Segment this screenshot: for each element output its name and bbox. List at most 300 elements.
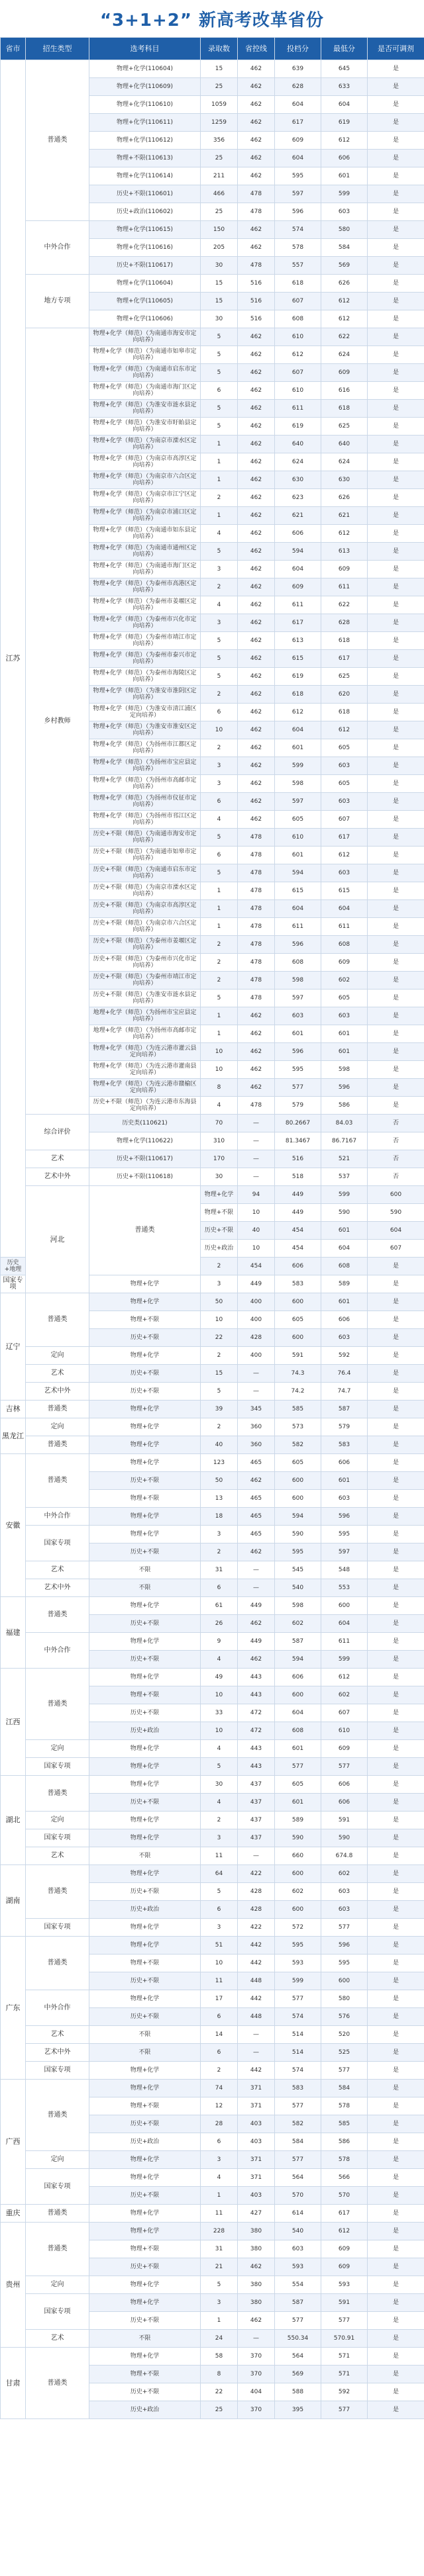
cell-subject: 历史+不限 bbox=[89, 2187, 201, 2205]
cell-adjustable: 是 bbox=[368, 739, 424, 757]
cell-subject: 物理+化学 bbox=[89, 1526, 201, 1543]
cell-adjustable: 否 bbox=[368, 1115, 424, 1132]
cell-control-line: 462 bbox=[238, 150, 275, 167]
cell-adjustable: 是 bbox=[368, 525, 424, 543]
cell-count: 5 bbox=[201, 1883, 238, 1901]
cell-control-line: 442 bbox=[238, 2062, 275, 2080]
cell-toudang: 602 bbox=[275, 1883, 321, 1901]
cell-count: 6 bbox=[201, 704, 238, 721]
cell-count: 3 bbox=[201, 614, 238, 632]
cell-control-line: 454 bbox=[238, 1258, 275, 1275]
cell-adjustable: 是 bbox=[368, 436, 424, 453]
cell-control-line: 462 bbox=[238, 221, 275, 239]
cell-min-score: 596 bbox=[321, 1079, 368, 1097]
cell-subject: 物理+化学（师范）（为泰州市姜堰区定向培养） bbox=[89, 596, 201, 614]
cell-adjustable: 是 bbox=[368, 596, 424, 614]
cell-count: 25 bbox=[201, 78, 238, 96]
cell-min-score: 595 bbox=[321, 1526, 368, 1543]
cell-adjustable: 是 bbox=[368, 2008, 424, 2026]
cell-count: 310 bbox=[201, 1132, 238, 1150]
header-count: 录取数 bbox=[201, 38, 238, 60]
cell-count: 6 bbox=[201, 793, 238, 811]
cell-subject: 物理+化学（师范）（为扬州市江都区定向培养） bbox=[89, 739, 201, 757]
cell-count: 211 bbox=[201, 167, 238, 185]
cell-adjustable: 是 bbox=[368, 1669, 424, 1686]
cell-adjustable: 是 bbox=[368, 561, 424, 578]
cell-control-line: 462 bbox=[238, 775, 275, 793]
cell-adjustable: 是 bbox=[368, 954, 424, 972]
cell-count: 6 bbox=[201, 2008, 238, 2026]
cell-adjustable: 是 bbox=[368, 471, 424, 489]
cell-subject: 物理+不限 bbox=[89, 1311, 201, 1329]
cell-control-line: 371 bbox=[238, 2080, 275, 2097]
cell-adjustable: 是 bbox=[368, 1740, 424, 1758]
cell-type: 艺术 bbox=[26, 1561, 89, 1579]
cell-adjustable: 是 bbox=[368, 507, 424, 525]
cell-subject: 历史+政治(110602) bbox=[89, 203, 201, 221]
cell-min-score: 580 bbox=[321, 221, 368, 239]
cell-control-line: 462 bbox=[238, 2312, 275, 2330]
cell-adjustable: 是 bbox=[368, 1436, 424, 1454]
cell-adjustable: 是 bbox=[368, 221, 424, 239]
cell-toudang: 577 bbox=[275, 1079, 321, 1097]
cell-count: 5 bbox=[201, 543, 238, 561]
cell-adjustable: 是 bbox=[368, 1329, 424, 1347]
cell-min-score: 591 bbox=[321, 1812, 368, 1829]
cell-adjustable: 是 bbox=[368, 793, 424, 811]
cell-control-line: 462 bbox=[238, 525, 275, 543]
cell-toudang: 606 bbox=[275, 1258, 321, 1275]
cell-control-line: 478 bbox=[238, 847, 275, 864]
cell-control-line: 478 bbox=[238, 203, 275, 221]
cell-type: 国家专项 bbox=[26, 2169, 89, 2205]
cell-adjustable: 是 bbox=[368, 2312, 424, 2330]
cell-control-line: 465 bbox=[238, 1454, 275, 1472]
cell-type: 普通类 bbox=[26, 1293, 89, 1347]
cell-subject: 物理+化学(110609) bbox=[89, 78, 201, 96]
cell-count: 1 bbox=[201, 1007, 238, 1025]
cell-control-line: 465 bbox=[238, 1490, 275, 1508]
cell-control-line: 448 bbox=[238, 1972, 275, 1990]
cell-min-score: 587 bbox=[321, 1401, 368, 1418]
cell-province: 广西 bbox=[1, 2080, 26, 2205]
cell-control-line: 462 bbox=[238, 328, 275, 346]
cell-adjustable: 是 bbox=[368, 310, 424, 328]
cell-control-line: 462 bbox=[238, 757, 275, 775]
cell-toudang: 74.2 bbox=[275, 1383, 321, 1401]
cell-min-score: 577 bbox=[321, 2312, 368, 2330]
table-row bbox=[1, 1508, 424, 1526]
table-row bbox=[1, 1758, 424, 1776]
cell-type: 乡村教师 bbox=[26, 328, 89, 1115]
cell-subject: 地理+化学（师范）（为扬州市高邮市定向培养） bbox=[89, 1025, 201, 1043]
cell-adjustable: 是 bbox=[368, 1651, 424, 1669]
cell-control-line: 462 bbox=[238, 650, 275, 668]
cell-adjustable: 是 bbox=[368, 2348, 424, 2366]
cell-subject: 物理+化学 bbox=[89, 1347, 201, 1365]
cell-min-score: 617 bbox=[321, 829, 368, 847]
cell-adjustable: 是 bbox=[368, 2401, 424, 2419]
table-row bbox=[1, 1186, 424, 1204]
cell-control-line: 437 bbox=[238, 1812, 275, 1829]
cell-adjustable: 是 bbox=[368, 185, 424, 203]
cell-type: 中外合作 bbox=[26, 1508, 89, 1526]
cell-toudang: 600 bbox=[275, 1472, 321, 1490]
cell-adjustable: 是 bbox=[368, 847, 424, 864]
cell-min-score: 604 bbox=[321, 96, 368, 114]
cell-min-score: 580 bbox=[321, 1990, 368, 2008]
cell-adjustable: 是 bbox=[368, 811, 424, 829]
cell-count: 2 bbox=[201, 578, 238, 596]
table-row bbox=[1, 2151, 424, 2169]
cell-control-line: 478 bbox=[238, 900, 275, 918]
cell-type: 定向 bbox=[26, 2151, 89, 2169]
cell-subject: 物理+化学 bbox=[201, 1186, 238, 1204]
table-row bbox=[1, 1812, 424, 1829]
cell-min-score: 584 bbox=[321, 239, 368, 257]
cell-subject: 历史+不限 bbox=[89, 1543, 201, 1561]
cell-min-score: 612 bbox=[321, 310, 368, 328]
cell-control-line: 380 bbox=[238, 2276, 275, 2294]
cell-subject: 物理+化学（师范）（为扬州市宝应县定向培养） bbox=[89, 757, 201, 775]
cell-toudang: 598 bbox=[275, 1597, 321, 1615]
cell-min-score: 609 bbox=[321, 2240, 368, 2258]
cell-count: 4 bbox=[201, 1794, 238, 1812]
cell-subject: 历史+不限 bbox=[89, 1383, 201, 1401]
cell-count: 4 bbox=[201, 811, 238, 829]
cell-count: 2 bbox=[201, 954, 238, 972]
cell-subject: 物理+化学(110606) bbox=[89, 310, 201, 328]
cell-count: 3 bbox=[201, 2294, 238, 2312]
cell-adjustable: 是 bbox=[368, 972, 424, 989]
cell-adjustable: 是 bbox=[368, 1829, 424, 1847]
cell-control-line: 462 bbox=[238, 436, 275, 453]
cell-min-score: 612 bbox=[321, 525, 368, 543]
cell-min-score: 604 bbox=[321, 900, 368, 918]
cell-count: 26 bbox=[201, 1615, 238, 1633]
cell-count: 70 bbox=[201, 1115, 238, 1132]
cell-min-score: 570.91 bbox=[321, 2330, 368, 2348]
cell-adjustable: 是 bbox=[368, 1472, 424, 1490]
cell-adjustable: 是 bbox=[368, 1937, 424, 1955]
cell-control-line: 465 bbox=[238, 1526, 275, 1543]
cell-min-score: 622 bbox=[321, 596, 368, 614]
cell-subject: 物理+化学 bbox=[89, 1508, 201, 1526]
cell-type: 艺术 bbox=[26, 2026, 89, 2044]
cell-subject: 物理+化学（师范）（为南通市海安市定向培养） bbox=[89, 328, 201, 346]
cell-type: 国家专项 bbox=[26, 2294, 89, 2330]
cell-control-line: 449 bbox=[275, 1204, 321, 1222]
cell-count: 2 bbox=[201, 1347, 238, 1365]
cell-subject: 物理+化学 bbox=[89, 2223, 201, 2240]
cell-min-score: 577 bbox=[321, 1758, 368, 1776]
cell-adjustable: 是 bbox=[368, 167, 424, 185]
cell-count: 5 bbox=[201, 1758, 238, 1776]
cell-count: 61 bbox=[201, 1597, 238, 1615]
cell-subject: 物理+化学 bbox=[89, 1758, 201, 1776]
cell-control-line: 437 bbox=[238, 1794, 275, 1812]
cell-adjustable: 是 bbox=[368, 1543, 424, 1561]
cell-count: 11 bbox=[201, 2205, 238, 2223]
cell-control-line: 478 bbox=[238, 882, 275, 900]
cell-count: 6 bbox=[201, 382, 238, 400]
cell-control-line: — bbox=[238, 1365, 275, 1383]
cell-min-score: 553 bbox=[321, 1579, 368, 1597]
cell-subject: 历史+不限（师范）（为南通市如皋市定向培养） bbox=[89, 847, 201, 864]
cell-count: 3 bbox=[201, 1526, 238, 1543]
cell-type: 艺术 bbox=[26, 1150, 89, 1168]
cell-subject: 物理+化学（师范）（为淮安市淮阴区定向培养） bbox=[89, 686, 201, 704]
table-row bbox=[1, 2044, 424, 2062]
cell-min-score: 674.8 bbox=[321, 1847, 368, 1865]
cell-toudang: 514 bbox=[275, 2044, 321, 2062]
cell-adjustable: 是 bbox=[368, 1311, 424, 1329]
cell-min-score: 577 bbox=[321, 1919, 368, 1937]
cell-subject: 历史+不限 bbox=[89, 2383, 201, 2401]
cell-type: 地方专项 bbox=[26, 275, 89, 328]
cell-control-line: 462 bbox=[238, 364, 275, 382]
cell-type: 定向 bbox=[26, 1418, 89, 1436]
cell-count: 356 bbox=[201, 132, 238, 150]
cell-control-line: — bbox=[238, 1150, 275, 1168]
cell-min-score: 603 bbox=[321, 1490, 368, 1508]
cell-toudang: 601 bbox=[275, 739, 321, 757]
cell-subject: 物理+化学 bbox=[89, 2276, 201, 2294]
cell-adjustable: 是 bbox=[368, 418, 424, 436]
cell-count: 4 bbox=[201, 2169, 238, 2187]
cell-adjustable: 是 bbox=[368, 1972, 424, 1990]
cell-count: 74 bbox=[201, 2080, 238, 2097]
cell-control-line: 478 bbox=[238, 1097, 275, 1115]
cell-adjustable: 是 bbox=[368, 721, 424, 739]
cell-subject: 历史+不限 bbox=[89, 1365, 201, 1383]
cell-count: 1059 bbox=[201, 96, 238, 114]
cell-toudang: 619 bbox=[275, 668, 321, 686]
cell-count: 2 bbox=[201, 1418, 238, 1436]
cell-control-line: 478 bbox=[238, 936, 275, 954]
cell-type: 艺术中外 bbox=[26, 1168, 89, 1186]
cell-control-line: 370 bbox=[238, 2401, 275, 2419]
cell-subject: 物理+化学（师范）（为连云港市灌云县定向培养） bbox=[89, 1043, 201, 1061]
cell-count: 9 bbox=[201, 1633, 238, 1651]
cell-count: 1 bbox=[201, 2312, 238, 2330]
cell-adjustable: 是 bbox=[368, 2240, 424, 2258]
cell-toudang: 574 bbox=[275, 2008, 321, 2026]
cell-control-line: 462 bbox=[238, 78, 275, 96]
cell-count: 2 bbox=[201, 686, 238, 704]
cell-type: 定向 bbox=[26, 1347, 89, 1365]
cell-count: 4 bbox=[201, 1740, 238, 1758]
cell-type: 艺术 bbox=[26, 1365, 89, 1383]
cell-control-line: 478 bbox=[238, 257, 275, 275]
cell-subject: 物理+化学（师范）（为南京市六合区定向培养） bbox=[89, 471, 201, 489]
cell-toudang: 594 bbox=[275, 1651, 321, 1669]
cell-min-score: 607 bbox=[321, 811, 368, 829]
cell-count: 17 bbox=[201, 1990, 238, 2008]
cell-subject: 物理+化学（师范）（为淮安市清江浦区定向培养） bbox=[89, 704, 201, 721]
cell-control-line: 437 bbox=[238, 1829, 275, 1847]
cell-subject: 物理+化学 bbox=[89, 1454, 201, 1472]
cell-min-score: 606 bbox=[321, 1311, 368, 1329]
table-row bbox=[1, 2062, 424, 2080]
cell-adjustable: 是 bbox=[368, 1454, 424, 1472]
cell-type: 普通类 bbox=[26, 1597, 89, 1633]
cell-control-line: 370 bbox=[238, 2348, 275, 2366]
cell-subject: 历史+不限（师范）（为南通市海安市定向培养） bbox=[89, 829, 201, 847]
cell-subject: 历史+不限 bbox=[89, 1329, 201, 1347]
cell-adjustable: 否 bbox=[368, 1168, 424, 1186]
cell-adjustable: 是 bbox=[368, 2187, 424, 2205]
cell-subject: 历史+不限（师范）（为南京市高淳区定向培养） bbox=[89, 900, 201, 918]
cell-control-line: 360 bbox=[238, 1436, 275, 1454]
cell-subject: 物理+化学（师范）（为南京市浦口区定向培养） bbox=[89, 507, 201, 525]
cell-toudang: 604 bbox=[321, 1240, 368, 1258]
cell-min-score: 612 bbox=[321, 721, 368, 739]
cell-control-line: 478 bbox=[238, 954, 275, 972]
cell-count: 4 bbox=[201, 1097, 238, 1115]
cell-control-line: 462 bbox=[238, 96, 275, 114]
cell-subject: 物理+化学 bbox=[89, 1937, 201, 1955]
cell-toudang: 578 bbox=[275, 239, 321, 257]
cell-control-line: 462 bbox=[238, 1061, 275, 1079]
cell-subject: 物理+化学（师范）（为泰州市高港区定向培养） bbox=[89, 578, 201, 596]
cell-count: 6 bbox=[201, 847, 238, 864]
cell-type: 普通类 bbox=[26, 1776, 89, 1812]
cell-toudang: 600 bbox=[275, 1490, 321, 1508]
cell-type: 普通类 bbox=[26, 2223, 89, 2276]
cell-control-line: 516 bbox=[238, 293, 275, 310]
cell-min-score: 611 bbox=[321, 578, 368, 596]
cell-count: 11 bbox=[201, 1972, 238, 1990]
cell-min-score: 618 bbox=[321, 632, 368, 650]
table-row bbox=[1, 1168, 424, 1186]
cell-toudang: 607 bbox=[275, 293, 321, 310]
cell-adjustable: 是 bbox=[368, 918, 424, 936]
cell-min-score: 577 bbox=[321, 2401, 368, 2419]
cell-adjustable: 是 bbox=[368, 2169, 424, 2187]
cell-adjustable: 是 bbox=[368, 2383, 424, 2401]
table-row bbox=[1, 1347, 424, 1365]
cell-adjustable: 是 bbox=[368, 1526, 424, 1543]
cell-adjustable: 是 bbox=[368, 2205, 424, 2223]
cell-control-line: 462 bbox=[238, 543, 275, 561]
cell-adjustable: 是 bbox=[368, 2258, 424, 2276]
cell-min-score: 601 bbox=[321, 167, 368, 185]
cell-control-line: 462 bbox=[238, 1472, 275, 1490]
cell-min-score: 578 bbox=[321, 2151, 368, 2169]
cell-count: 1 bbox=[201, 918, 238, 936]
cell-adjustable: 是 bbox=[368, 650, 424, 668]
cell-adjustable: 是 bbox=[368, 203, 424, 221]
cell-count: 2 bbox=[201, 936, 238, 954]
cell-min-score: 624 bbox=[321, 346, 368, 364]
cell-toudang: 610 bbox=[275, 328, 321, 346]
cell-toudang: 601 bbox=[275, 1740, 321, 1758]
cell-min-score: 626 bbox=[321, 275, 368, 293]
cell-toudang: 623 bbox=[275, 489, 321, 507]
cell-min-score: 628 bbox=[321, 614, 368, 632]
cell-control-line: 442 bbox=[238, 1955, 275, 1972]
cell-min-score: 591 bbox=[321, 2294, 368, 2312]
table-row bbox=[1, 1293, 424, 1311]
table-row bbox=[1, 2080, 424, 2097]
cell-count: 8 bbox=[201, 1079, 238, 1097]
cell-control-line: 462 bbox=[238, 668, 275, 686]
cell-control-line: 462 bbox=[238, 721, 275, 739]
cell-control-line: 462 bbox=[238, 1043, 275, 1061]
cell-toudang: 609 bbox=[275, 132, 321, 150]
cell-min-score: 603 bbox=[321, 757, 368, 775]
cell-toudang: 590 bbox=[275, 1829, 321, 1847]
cell-adjustable: 是 bbox=[368, 1633, 424, 1651]
cell-type: 定向 bbox=[26, 1740, 89, 1758]
cell-province: 贵州 bbox=[1, 2223, 26, 2348]
cell-control-line: 371 bbox=[238, 2097, 275, 2115]
cell-toudang: 585 bbox=[275, 1401, 321, 1418]
cell-subject: 物理+化学 bbox=[89, 1597, 201, 1615]
cell-min-score: 601 bbox=[321, 1043, 368, 1061]
cell-adjustable: 是 bbox=[368, 2062, 424, 2080]
cell-subject: 物理+化学(110615) bbox=[89, 221, 201, 239]
cell-control-line: 428 bbox=[238, 1329, 275, 1347]
cell-count: 1 bbox=[201, 2187, 238, 2205]
cell-control-line: — bbox=[238, 1847, 275, 1865]
cell-toudang: 574 bbox=[275, 2062, 321, 2080]
cell-adjustable: 是 bbox=[368, 1722, 424, 1740]
admission-table bbox=[0, 37, 424, 2419]
cell-subject: 历史+不限(110618) bbox=[89, 1168, 201, 1186]
cell-min-score: 605 bbox=[321, 739, 368, 757]
cell-province: 广东 bbox=[1, 1937, 26, 2080]
cell-adjustable: 是 bbox=[368, 328, 424, 346]
table-row bbox=[1, 275, 424, 293]
cell-toudang: 74.3 bbox=[275, 1365, 321, 1383]
cell-count: 2 bbox=[201, 1258, 238, 1275]
cell-subject: 历史+政治 bbox=[89, 2133, 201, 2151]
cell-adjustable: 是 bbox=[368, 2026, 424, 2044]
cell-min-score: 598 bbox=[321, 1061, 368, 1079]
cell-type: 国家专项 bbox=[26, 1829, 89, 1847]
cell-subject: 历史+不限 bbox=[89, 2115, 201, 2133]
cell-toudang: 610 bbox=[275, 829, 321, 847]
cell-subject: 物理+化学（师范）（为南通市如东县定向培养） bbox=[89, 525, 201, 543]
cell-min-score: 595 bbox=[321, 1955, 368, 1972]
cell-count: 170 bbox=[201, 1150, 238, 1168]
cell-subject: 不限 bbox=[89, 2330, 201, 2348]
cell-toudang: 601 bbox=[275, 1794, 321, 1812]
cell-count: 50 bbox=[201, 1472, 238, 1490]
cell-subject: 物理+化学（师范）（为泰州市泰兴市定向培养） bbox=[89, 650, 201, 668]
cell-min-score: 589 bbox=[321, 1275, 368, 1293]
cell-count: 40 bbox=[201, 1436, 238, 1454]
cell-subject: 历史+不限(110601) bbox=[89, 185, 201, 203]
cell-toudang: 602 bbox=[275, 1615, 321, 1633]
cell-count: 5 bbox=[201, 864, 238, 882]
cell-toudang: 587 bbox=[275, 1633, 321, 1651]
cell-subject: 物理+化学(110605) bbox=[89, 293, 201, 310]
cell-toudang: 614 bbox=[275, 2205, 321, 2223]
cell-count: 2 bbox=[201, 489, 238, 507]
cell-min-score: 593 bbox=[321, 2276, 368, 2294]
cell-control-line: 400 bbox=[238, 1347, 275, 1365]
cell-type: 普通类 bbox=[26, 1865, 89, 1919]
cell-subject: 不限 bbox=[89, 2026, 201, 2044]
table-row bbox=[1, 1829, 424, 1847]
cell-adjustable: 是 bbox=[368, 2080, 424, 2097]
cell-subject: 物理+化学（师范）（为连云港市赣榆区定向培养） bbox=[89, 1079, 201, 1097]
cell-toudang: 599 bbox=[275, 757, 321, 775]
header-toudang: 投档分 bbox=[275, 38, 321, 60]
